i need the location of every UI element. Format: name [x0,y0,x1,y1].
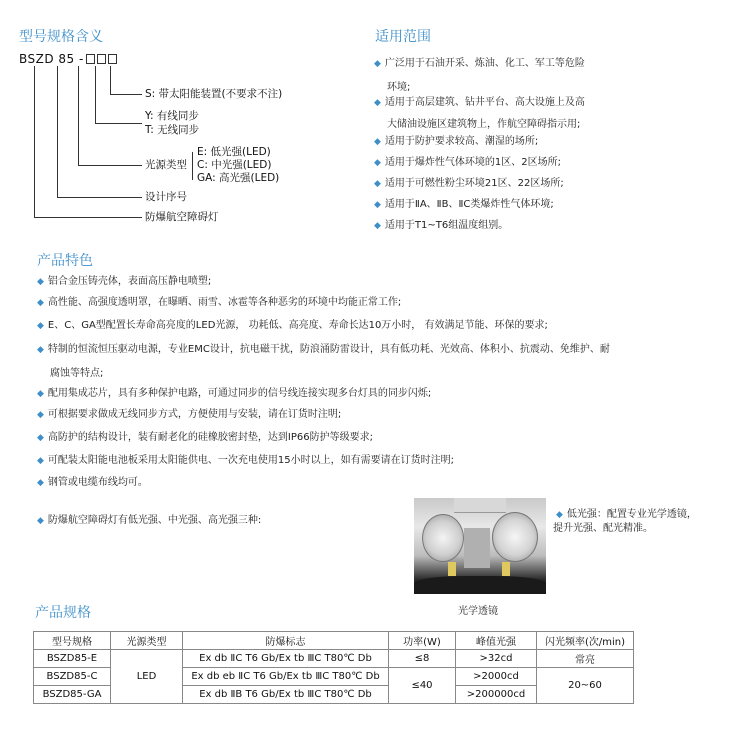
lens-icon [422,514,464,562]
power-cell: ≤40 [389,668,456,704]
header-source: 光源类型 [111,632,183,650]
diamond-bullet-icon: ◆ [37,433,44,443]
diamond-bullet-icon: ◆ [374,179,381,189]
scope-item-continuation: 大储油设施区建筑物上，作航空障碍指示用; [387,119,581,130]
feature-item: ◆ 高性能、高强度透明罩，在曝晒、雨雪、冰雹等各种恶劣的环境中均能正常工作; [37,297,402,308]
diamond-bullet-icon: ◆ [37,410,44,420]
low-intensity-label: E: 低光强(LED) [197,146,271,158]
table-header-row [34,632,634,650]
optics-note: ◆ 低光强：配置专业光学透镜， 提升光强、配光精准。 [553,509,697,534]
product-photo [414,498,546,594]
feature-item-continuation: 腐蚀等特点; [50,368,104,379]
meaning-title: 型号规格含义 [19,29,103,45]
diamond-bullet-icon: ◆ [37,516,44,526]
diamond-bullet-icon: ◆ [37,456,44,466]
intensity-cell: >200000cd [456,686,537,704]
table-row [34,650,634,668]
header-intensity: 峰值光强 [456,632,537,650]
model-cell: BSZD85-E [34,650,111,668]
scope-item: ◆ 适用于爆炸性气体环境的1区、2区场所; [374,157,562,168]
exmark-cell: Ex db eb ⅡC T6 Gb/Ex tb ⅢC T80℃ Db [183,668,389,686]
diamond-bullet-icon: ◆ [37,345,44,355]
feature-item: ◆ 可根据要求做成无线同步方式，方便使用与安装，请在订货时注明; [37,409,342,420]
diamond-bullet-icon: ◆ [37,478,44,488]
scope-item: ◆ 适用于可燃性粉尘环境21区、22区场所; [374,178,564,189]
diamond-bullet-icon: ◆ [374,221,381,231]
header-model: 型号规格 [34,632,111,650]
photo-caption: 光学透镜 [458,606,498,617]
diamond-bullet-icon: ◆ [374,158,381,168]
exmark-cell: Ex db ⅡB T6 Gb/Ex tb ⅢC T80℃ Db [183,686,389,704]
feature-item: ◆ 可配装太阳能电池板采用太阳能供电、一次充电使用15小时以上，如有需要请在订货时注明; [37,455,455,466]
features-title: 产品特色 [37,253,93,269]
scope-item: ◆ 适用于高层建筑、钻井平台、高大设施上及高 [374,97,585,108]
diamond-bullet-icon: ◆ [556,510,563,520]
intensity-cell: >32cd [456,650,537,668]
header-exmark: 防爆标志 [183,632,389,650]
feature-item: ◆ 防爆航空障碍灯有低光强、中光强、高光强三种: [37,515,262,526]
model-code [19,52,117,66]
spec-title: 产品规格 [35,605,91,621]
design-serial-label: 设计序号 [145,191,187,203]
wired-sync-label: Y: 有线同步 [145,110,199,122]
feature-item: ◆ 特制的恒流恒压驱动电源，专业EMC设计，抗电磁干扰，防浪涌防雷设计，具有低功耗、光效高、体积小、抗震动、免维护、耐 [37,344,610,355]
scope-item: ◆ 广泛用于石油开采、炼油、化工、军工等危险 [374,58,585,69]
scope-item: ◆ 适用于防护要求较高、潮湿的场所; [374,136,539,147]
product-name-label: 防爆航空障碍灯 [145,211,219,223]
scope-item: ◆ 适用于T1~T6组温度组别。 [374,220,509,231]
spec-table [33,631,634,704]
light-source-label: 光源类型 [145,159,187,171]
scope-title: 适用范围 [375,29,431,45]
diamond-bullet-icon: ◆ [374,137,381,147]
diamond-bullet-icon: ◆ [37,321,44,331]
scope-item-continuation: 环境; [387,82,411,93]
feature-item: ◆ 高防护的结构设计，装有耐老化的硅橡胶密封垫，达到IP66防护等级要求; [37,432,373,443]
power-cell: ≤8 [389,650,456,668]
diamond-bullet-icon: ◆ [374,59,381,69]
medium-intensity-label: C: 中光强(LED) [197,159,272,171]
code-box-1 [86,54,95,64]
code-box-3 [108,54,117,64]
lens-icon [492,512,538,562]
diamond-bullet-icon: ◆ [374,98,381,108]
high-intensity-label: GA: 高光强(LED) [197,172,280,184]
source-cell: LED [111,650,183,704]
model-cell: BSZD85-GA [34,686,111,704]
header-frequency: 闪光频率(次/min) [537,632,634,650]
frequency-cell: 20~60 [537,668,634,704]
header-power: 功率(W) [389,632,456,650]
frequency-cell: 常亮 [537,650,634,668]
feature-item: ◆ 配用集成芯片，具有多种保护电路，可通过同步的信号线连接实现多台灯具的同步闪烁; [37,388,432,399]
diamond-bullet-icon: ◆ [37,389,44,399]
wireless-sync-label: T: 无线同步 [145,124,200,136]
model-cell: BSZD85-C [34,668,111,686]
diamond-bullet-icon: ◆ [374,200,381,210]
exmark-cell: Ex db ⅡC T6 Gb/Ex tb ⅢC T80℃ Db [183,650,389,668]
diamond-bullet-icon: ◆ [37,277,44,287]
diamond-bullet-icon: ◆ [37,298,44,308]
feature-item: ◆ E、C、GA型配置长寿命高亮度的LED光源， 功耗低、高亮度、寿命长达10万小时， 有效满足节能、环保的要求; [37,320,548,331]
model-code-prefix: BSZD 85 - [19,52,84,66]
feature-item: ◆ 钢管或电缆布线均可。 [37,477,148,488]
intensity-cell: >2000cd [456,668,537,686]
code-box-2 [97,54,106,64]
scope-item: ◆ 适用于ⅡA、ⅡB、ⅡC类爆炸性气体环境; [374,199,554,210]
solar-label: S: 带太阳能装置(不要求不注) [145,88,283,100]
feature-item: ◆ 铝合金压铸壳体，表面高压静电喷塑; [37,276,212,287]
